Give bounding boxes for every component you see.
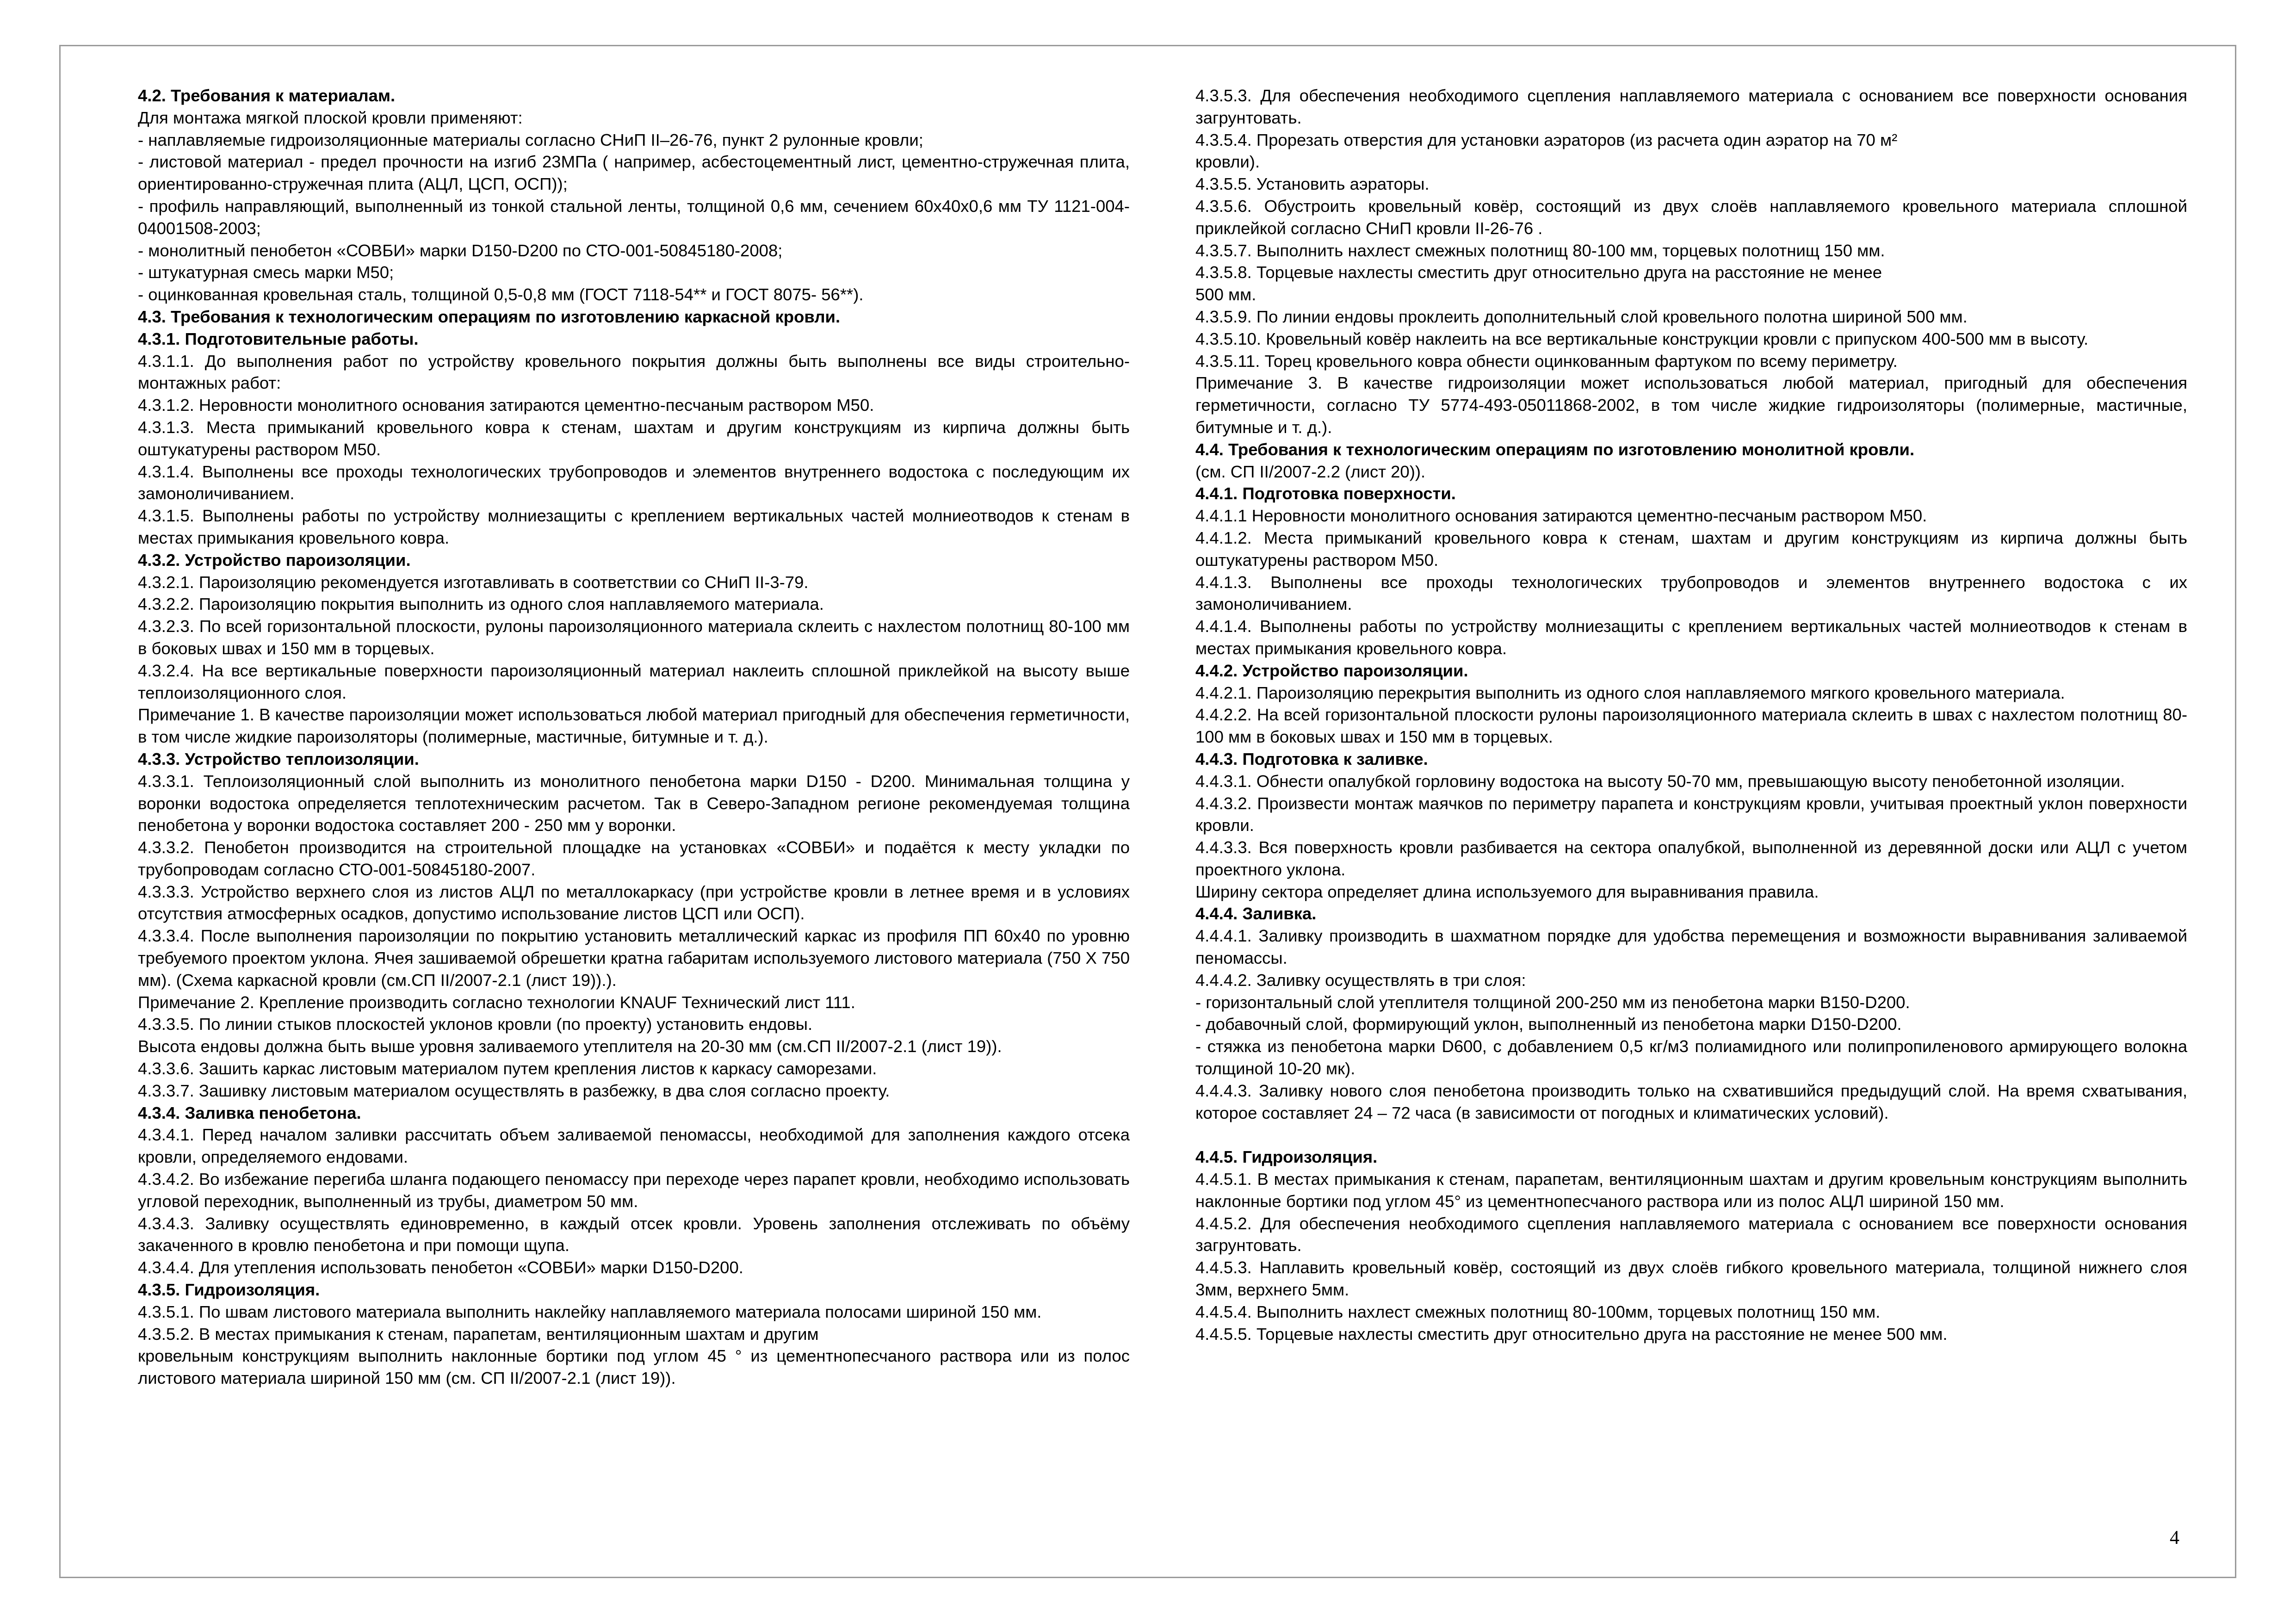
paragraph: кровли). (1195, 152, 1260, 172)
paragraph: 4.3.4.1. Перед началом заливки рассчитать объем заливаемой пеномассы, необходимой для заполнения каждого отсека кровли, определяемого ендовами. (138, 1125, 1130, 1167)
paragraph: - профиль направляющий, выполненный из тонкой стальной ленты, толщиной 0,6 мм, сечением 60x40x0,6 мм ТУ 1121-004-04001508-2003; (138, 196, 1130, 238)
paragraph: 4.3.5.10. Кровельный ковёр наклеить на все вертикальные конструкции кровли с припуском 400-500 мм в высоту. (1195, 329, 2089, 348)
paragraph: Примечание 2. Крепление производить согласно технологии KNAUF Технический лист 111. (138, 992, 855, 1012)
paragraph: Примечание 3. В качестве гидроизоляции может использоваться любой материал, пригодный для обеспечения герметичности, согласно ТУ 5774-493-05011868-2002, в том числе жидкие гидроизоляторы (полимерные, мастичные, битумные и т. д.). (1195, 373, 2187, 437)
paragraph: 4.3.1.1. До выполнения работ по устройству кровельного покрытия должны быть выполнены все виды строительно-монтажных работ: (138, 351, 1130, 393)
section-heading: 4.3.5. Гидроизоляция. (138, 1280, 320, 1300)
paragraph: 4.3.4.3. Заливку осуществлять единовременно, в каждый отсек кровли. Уровень заполнения отслеживать по объёму закаченного в кровлю пенобетона и при помощи щупа. (138, 1214, 1130, 1255)
paragraph: 4.3.3.7. Зашивку листовым материалом осуществлять в разбежку, в два слоя согласно проекту. (138, 1081, 890, 1100)
paragraph: 4.3.4.2. Во избежание перегиба шланга подающего пеномассу при переходе через парапет кровли, необходимо использовать угловой переходник, выполненный из трубы, диаметром 50 мм. (138, 1170, 1130, 1211)
section-heading: 4.4.2. Устройство пароизоляции. (1195, 661, 1468, 680)
section-heading: 4.2. Требования к материалам. (138, 86, 396, 105)
paragraph: 4.3.5.4. Прорезать отверстия для установки аэраторов (из расчета один аэратор на 70 м² (1195, 130, 1898, 149)
paragraph: 4.3.5.2. В местах примыкания к стенам, парапетам, вентиляционным шахтам и другим (138, 1324, 819, 1344)
paragraph: 4.4.1.4. Выполнены работы по устройству молниезащиты с креплением вертикальных частей молниеотводов к стенам в местах примыкания кровельного ковра. (1195, 617, 2187, 658)
paragraph: 4.3.5.5. Установить аэраторы. (1195, 174, 1430, 194)
paragraph: 4.3.1.4. Выполнены все проходы технологических трубопроводов и элементов внутреннего водостока с последующим их замоноличиванием. (138, 462, 1130, 503)
paragraph: 4.4.2.1. Пароизоляцию перекрытия выполнить из одного слоя наплавляемого мягкого кровельного материала. (1195, 683, 2065, 702)
paragraph: 4.3.1.3. Места примыканий кровельного ковра к стенам, шахтам и другим конструкциям из кирпича должны быть оштукатурены раствором М50. (138, 417, 1130, 459)
right-text-column (1195, 85, 2187, 1345)
paragraph: - штукатурная смесь марки М50; (138, 263, 394, 282)
page-number: 4 (2170, 1527, 2179, 1549)
section-heading: 4.4.3. Подготовка к заливке. (1195, 749, 1428, 768)
paragraph: 4.4.1.2. Места примыканий кровельного ковра к стенам, шахтам и другим конструкциям из кирпича должны быть оштукатурены раствором М50. (1195, 528, 2187, 570)
paragraph: 4.4.4.2. Заливку осуществлять в три слоя: (1195, 970, 1526, 990)
section-heading: 4.4.1. Подготовка поверхности. (1195, 484, 1456, 503)
paragraph: 4.4.3.2. Произвести монтаж маячков по периметру парапета и конструкциям кровли, учитывая проектный уклон поверхности кровли. (1195, 793, 2187, 835)
paragraph: 4.4.1.3. Выполнены все проходы технологических трубопроводов и элементов внутреннего водостока с их замоноличиванием. (1195, 572, 2187, 614)
paragraph: 4.4.3.3. Вся поверхность кровли разбивается на сектора опалубкой, выполненной из деревянной доски или АЦЛ с учетом проектного уклона. (1195, 838, 2187, 879)
paragraph: - монолитный пенобетон «СОВБИ» марки D150-D200 по СТО-001-50845180-2008; (138, 241, 783, 260)
paragraph: - стяжка из пенобетона марки D600, с добавлением 0,5 кг/м3 полиамидного или полипропиленового армирующего волокна толщиной 10-20 мк). (1195, 1037, 2187, 1078)
section-heading: 4.3. Требования к технологическим операциям по изготовлению каркасной кровли. (138, 307, 841, 326)
paragraph: 4.4.2.2. На всей горизонтальной плоскости рулоны пароизоляционного материала склеить в швах с нахлестом полотнищ 80-100 мм в боковых швах и 150 мм в торцевых. (1195, 705, 2187, 747)
paragraph: 4.3.5.6. Обустроить кровельный ковёр, состоящий из двух слоёв наплавляемого кровельного материала сплошной приклейкой согласно СНиП кровли II-26-76 . (1195, 196, 2187, 238)
paragraph: 4.3.1.2. Неровности монолитного основания затираются цементно-песчаным раствором М50. (138, 396, 874, 415)
paragraph: - добавочный слой, формирующий уклон, выполненный из пенобетона марки D150-D200. (1195, 1015, 1902, 1034)
paragraph: - оцинкованная кровельная сталь, толщиной 0,5-0,8 мм (ГОСТ 7118-54** и ГОСТ 8075- 56**). (138, 285, 864, 304)
paragraph: 4.3.5.7. Выполнить нахлест смежных полотнищ 80-100 мм, торцевых полотнищ 150 мм. (1195, 241, 1885, 260)
paragraph: 4.4.3.1. Обнести опалубкой горловину водостока на высоту 50-70 мм, превышающую высоту пенобетонной изоляции. (1195, 771, 2125, 791)
paragraph: Высота ендовы должна быть выше уровня заливаемого утеплителя на 20-30 мм (см.СП II/2007-2.1 (лист 19)). (138, 1037, 1002, 1056)
paragraph: (см. СП II/2007-2.2 (лист 20)). (1195, 462, 1426, 481)
paragraph: 4.4.5.2. Для обеспечения необходимого сцепления наплавляемого материала с основанием все поверхности основания загрунтовать. (1195, 1214, 2187, 1255)
paragraph: 500 мм. (1195, 285, 1256, 304)
section-heading: 4.4. Требования к технологическим операциям по изготовлению монолитной кровли. (1195, 440, 1915, 459)
paragraph: 4.3.5.1. По швам листового материала выполнить наклейку наплавляемого материала полосами шириной 150 мм. (138, 1302, 1042, 1321)
left-text-column (138, 85, 1130, 1389)
paragraph: 4.3.3.1. Теплоизоляционный слой выполнить из монолитного пенобетона марки D150 - D200. Минимальная толщина у воронки водостока определяется теплотехническим расчетом. Так в Северо-Западном регионе рекомендуемая толщина пенобетона у воронки водостока составляет 200 - 250 мм у воронки. (138, 771, 1130, 835)
paragraph: 4.3.5.3. Для обеспечения необходимого сцепления наплавляемого материала с основанием все поверхности основания загрунтовать. (1195, 86, 2187, 127)
paragraph: Для монтажа мягкой плоской кровли применяют: (138, 108, 523, 127)
paragraph: 4.3.2.4. На все вертикальные поверхности пароизоляционный материал наклеить сплошной приклейкой на высоту выше теплоизоляционного слоя. (138, 661, 1130, 702)
paragraph: 4.4.5.4. Выполнить нахлест смежных полотнищ 80-100мм, торцевых полотнищ 150 мм. (1195, 1302, 1881, 1321)
section-heading: 4.3.4. Заливка пенобетона. (138, 1103, 361, 1122)
paragraph: 4.3.2.3. По всей горизонтальной плоскости, рулоны пароизоляционного материала склеить с нахлестом полотнищ 80-100 мм в боковых швах и 150 мм в торцевых. (138, 617, 1130, 658)
paragraph: 4.3.2.2. Пароизоляцию покрытия выполнить из одного слоя наплавляемого материала. (138, 595, 824, 614)
paragraph: 4.3.3.5. По линии стыков плоскостей уклонов кровли (по проекту) установить ендовы. (138, 1015, 813, 1034)
paragraph: 4.4.4.3. Заливку нового слоя пенобетона производить только на схватившийся предыдущий слой. На время схватывания, которое составляет 24 – 72 часа (в зависимости от погодных и климатических условий). (1195, 1081, 2187, 1122)
paragraph: кровельным конструкциям выполнить наклонные бортики под углом 45 ° из цементнопесчаного раствора или из полос листового материала шириной 150 мм (см. СП II/2007-2.1 (лист 19)). (138, 1346, 1130, 1388)
paragraph: 4.4.4.1. Заливку производить в шахматном порядке для удобства перемещения и возможности выравнивания заливаемой пеномассы. (1195, 926, 2187, 968)
paragraph: 4.3.3.2. Пенобетон производится на строительной площадке на установках «СОВБИ» и подаётся к месту укладки по трубопроводам согласно СТО-001-50845180-2007. (138, 838, 1130, 879)
paragraph: Ширину сектора определяет длина используемого для выравнивания правила. (1195, 882, 1819, 901)
section-heading: 4.4.4. Заливка. (1195, 904, 1317, 923)
paragraph: - горизонтальный слой утеплителя толщиной 200-250 мм из пенобетона марки В150-D200. (1195, 992, 1910, 1012)
paragraph: 4.3.1.5. Выполнены работы по устройству молниезащиты с креплением вертикальных частей молниеотводов к стенам в местах примыкания кровельного ковра. (138, 506, 1130, 547)
paragraph: 4.3.2.1. Пароизоляцию рекомендуется изготавливать в соответствии со СНиП II-3-79. (138, 572, 809, 592)
paragraph: 4.4.5.3. Наплавить кровельный ковёр, состоящий из двух слоёв гибкого кровельного материала, толщиной нижнего слоя 3мм, верхнего 5мм. (1195, 1258, 2187, 1300)
section-heading: 4.3.3. Устройство теплоизоляции. (138, 749, 419, 768)
paragraph: 4.3.3.4. После выполнения пароизоляции по покрытию установить металлический каркас из профиля ПП 60x40 по уровню требуемого проектом уклона. Ячея зашиваемой обрешетки кратна габаритам используемого листового материала (750 X 750 мм). (Схема каркасной кровли (см.СП II/2007-2.1 (лист 19)).). (138, 926, 1130, 990)
paragraph: - наплавляемые гидроизоляционные материалы согласно СНиП II–26-76, пункт 2 рулонные кровли; (138, 130, 923, 149)
paragraph: Примечание 1. В качестве пароизоляции может использоваться любой материал пригодный для обеспечения герметичности, в том числе жидкие пароизоляторы (полимерные, мастичные, битумные и т. д.). (138, 705, 1130, 747)
paragraph: - листовой материал - предел прочности на изгиб 23МПа ( например, асбестоцементный лист, цементно-стружечная плита, ориентированно-стружечная плита (АЦЛ, ЦСП, ОСП)); (138, 152, 1130, 194)
paragraph: 4.3.3.3. Устройство верхнего слоя из листов АЦЛ по металлокаркасу (при устройстве кровли в летнее время и в условиях отсутствия атмосферных осадков, допустимо использование листов ЦСП или ОСП). (138, 882, 1130, 923)
section-heading: 4.3.2. Устройство пароизоляции. (138, 550, 411, 570)
paragraph: 4.3.3.6. Зашить каркас листовым материалом путем крепления листов к каркасу саморезами. (138, 1059, 877, 1078)
section-heading: 4.4.5. Гидроизоляция. (1195, 1147, 1378, 1167)
paragraph: 4.4.5.1. В местах примыкания к стенам, парапетам, вентиляционным шахтам и другим кровельным конструкциям выполнить наклонные бортики под углом 45° из цементнопесчаного раствора или из полос АЦЛ шириной 150 мм. (1195, 1170, 2187, 1211)
paragraph: 4.4.5.5. Торцевые нахлесты сместить друг относительно друга на расстояние не менее 500 мм. (1195, 1324, 1948, 1344)
paragraph: 4.3.5.9. По линии ендовы проклеить дополнительный слой кровельного полотна шириной 500 мм. (1195, 307, 1968, 326)
paragraph: 4.3.4.4. Для утепления использовать пенобетон «СОВБИ» марки D150-D200. (138, 1258, 743, 1277)
paragraph: 4.4.1.1 Неровности монолитного основания затираются цементно-песчаным раствором М50. (1195, 506, 1927, 526)
paragraph: 4.3.5.11. Торец кровельного ковра обнести оцинкованным фартуком по всему периметру. (1195, 351, 1898, 371)
paragraph: 4.3.5.8. Торцевые нахлесты сместить друг относительно друга на расстояние не менее (1195, 263, 1882, 282)
section-heading: 4.3.1. Подготовительные работы. (138, 329, 419, 348)
